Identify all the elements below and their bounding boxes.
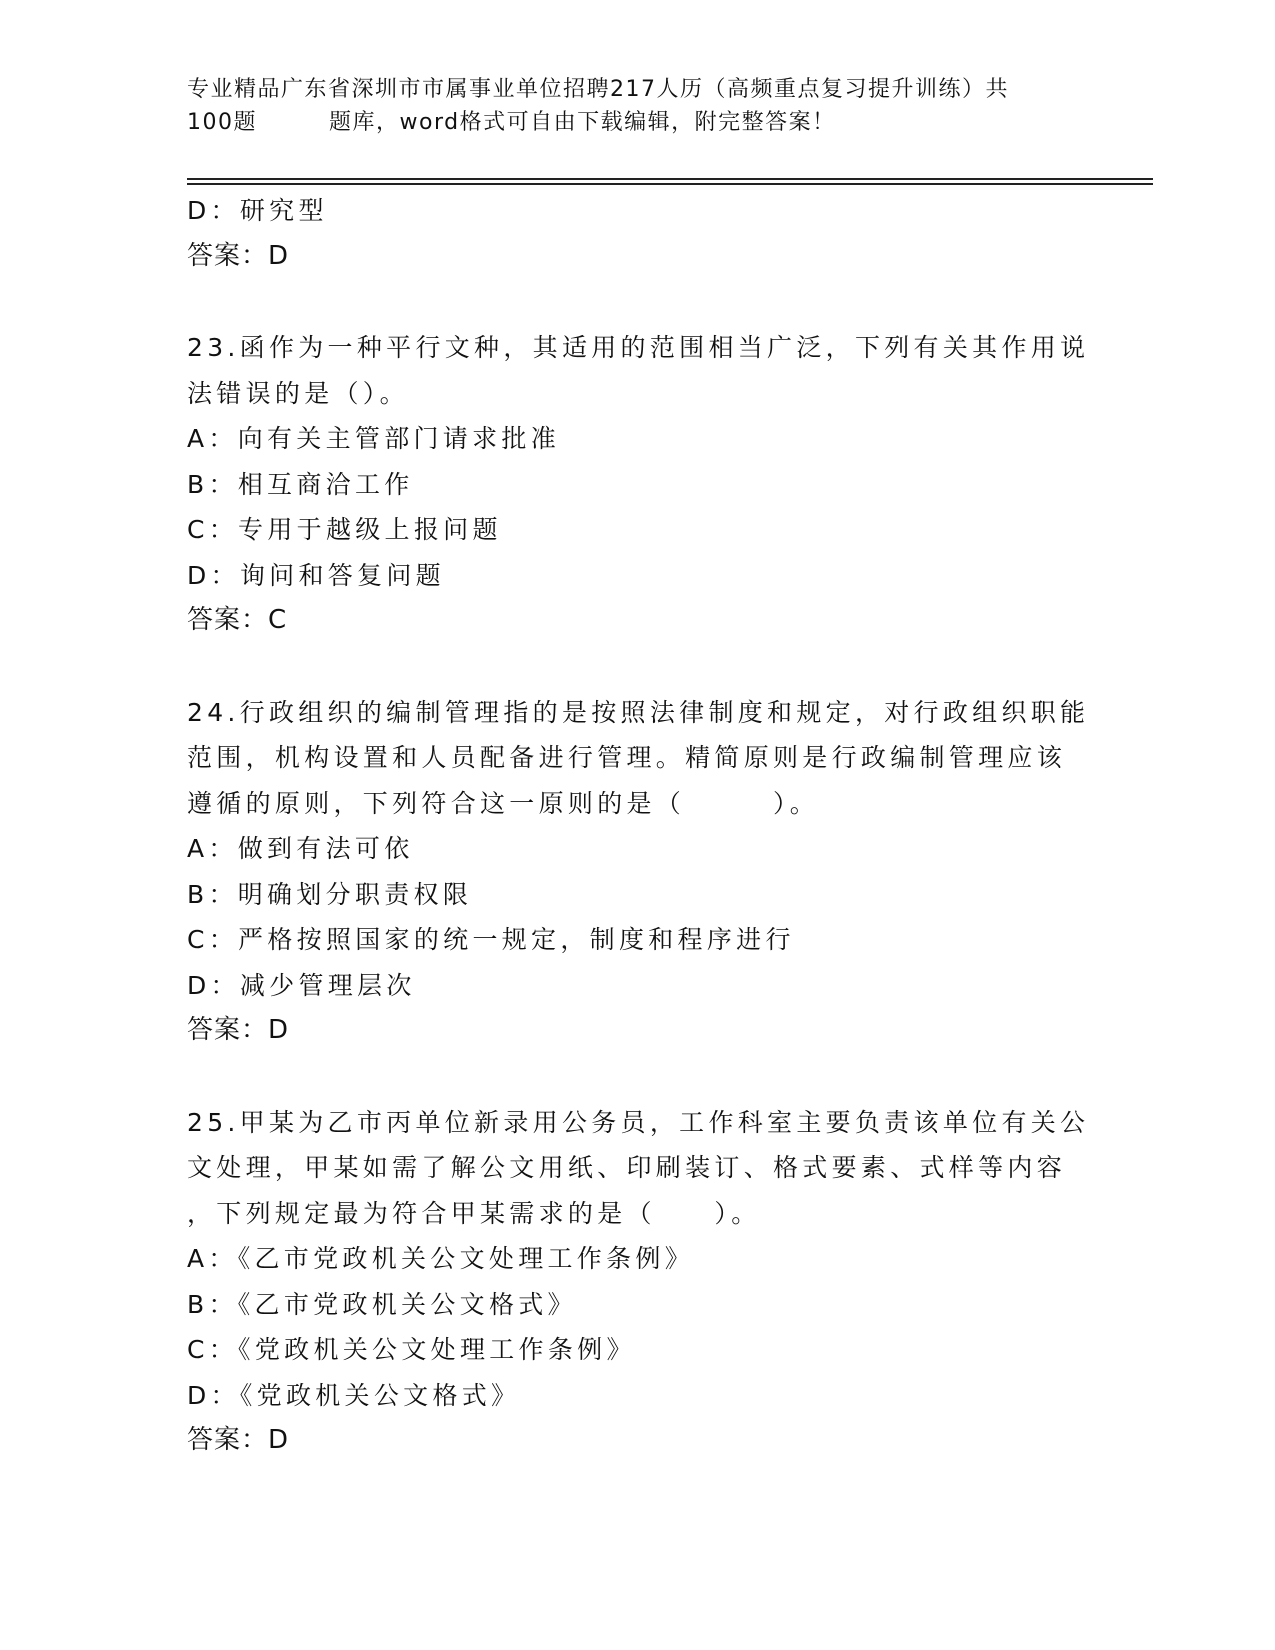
answer-line: 答案：C xyxy=(187,605,288,635)
option-a: A：做到有法可依 xyxy=(187,834,414,863)
answer-line: 答案：D xyxy=(187,1015,290,1045)
option-a: A：《乙市党政机关公文处理工作条例》 xyxy=(187,1244,695,1273)
question-stem: 文处理，甲某如需了解公文用纸、印刷装订、格式要素、式样等内容 xyxy=(187,1153,1067,1182)
option-b: B：《乙市党政机关公文格式》 xyxy=(187,1289,577,1319)
question-23 xyxy=(187,325,1090,644)
question-stem: 25.甲某为乙市丙单位新录用公务员，工作科室主要负责该单位有关公 xyxy=(187,1107,1090,1137)
question-stem: 遵循的原则，下列符合这一原则的是（ ）。 xyxy=(187,788,820,818)
question-stem: ，下列规定最为符合甲某需求的是（ ）。 xyxy=(187,1198,761,1228)
option-c: C：严格按照国家的统一规定，制度和程序进行 xyxy=(187,925,795,954)
question-stem: 法错误的是（）。 xyxy=(187,378,409,408)
header-subtitle: 题库，word格式可自由下载编辑，附完整答案！ xyxy=(329,110,836,135)
header-question-count: 100题 xyxy=(187,110,257,135)
question-content xyxy=(187,188,1090,1464)
answer-line: 答案：D xyxy=(187,240,290,271)
option-d: D：研究型 xyxy=(187,196,328,225)
question-stem: 23.函作为一种平行文种，其适用的范围相当广泛，下列有关其作用说 xyxy=(187,333,1090,362)
question-24 xyxy=(187,690,1090,1054)
question-stem: 范围，机构设置和人员配备进行管理。精简原则是行政编制管理应该 xyxy=(187,743,1067,772)
header-title-line2 xyxy=(187,106,1087,139)
header-divider-top xyxy=(187,178,1153,180)
option-b: B：相互商洽工作 xyxy=(187,469,414,499)
option-d: D：询问和答复问题 xyxy=(187,560,445,590)
question-25 xyxy=(187,1100,1090,1464)
page-header xyxy=(187,73,1087,139)
question-stem: 24.行政组织的编制管理指的是按照法律制度和规定，对行政组织职能 xyxy=(187,697,1090,727)
option-d: D：《党政机关公文格式》 xyxy=(187,1380,521,1410)
option-b: B：明确划分职责权限 xyxy=(187,879,473,909)
answer-line: 答案：D xyxy=(187,1425,290,1455)
header-divider-bottom xyxy=(187,183,1153,185)
option-c: C：《党政机关公文处理工作条例》 xyxy=(187,1335,636,1364)
option-d: D：减少管理层次 xyxy=(187,970,416,1000)
previous-question-tail xyxy=(187,188,1087,279)
header-title-line1: 专业精品广东省深圳市市属事业单位招聘217人历（高频重点复习提升训练）共 xyxy=(187,77,1009,102)
option-c: C：专用于越级上报问题 xyxy=(187,515,502,544)
option-a: A：向有关主管部门请求批准 xyxy=(187,424,561,453)
